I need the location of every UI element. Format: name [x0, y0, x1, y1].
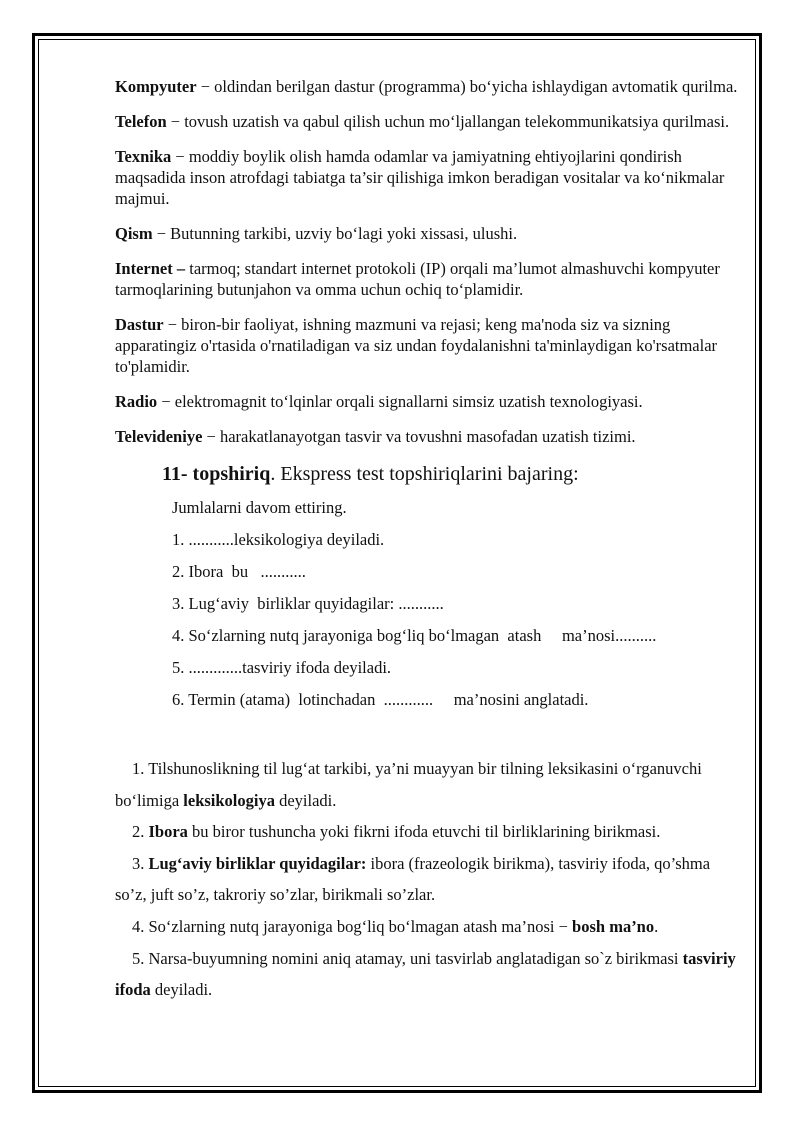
- definition-separator: −: [166, 112, 185, 131]
- definition-item: [115, 258, 745, 300]
- answer-item: [115, 943, 745, 1006]
- answer-keyword: leksikologiya: [183, 790, 275, 810]
- definition-term: Qism: [115, 224, 153, 243]
- answer-keyword: Lug‘aviy birliklar quyidagilar:: [148, 853, 367, 873]
- question-item: 2. Ibora bu ...........: [172, 562, 306, 581]
- answer-item: [115, 816, 745, 848]
- definition-term: Texnika: [115, 147, 172, 166]
- answer-text: 1. Tilshunoslikning til lug‘at tarkibi, ya’ni muayyan bir tilning leksikasini o‘rganuvchi bo‘limiga: [115, 759, 702, 810]
- question-item: 6. Termin (atama) lotinchadan ............ ma’nosini anglatadi.: [172, 690, 589, 709]
- question-item: 3. Lug‘aviy birliklar quyidagilar: ...........: [172, 594, 444, 613]
- definition-item: [115, 111, 745, 132]
- definition-term: Internet –: [115, 259, 186, 278]
- answer-text-end: deyiladi.: [150, 980, 213, 1000]
- document-body: [115, 76, 745, 1006]
- definition-separator: −: [157, 392, 175, 411]
- definition-text: Butunning tarkibi, uzviy bo‘lagi yoki xissasi, ulushi.: [170, 224, 518, 243]
- answer-keyword: tasviriy ifoda: [115, 948, 736, 1000]
- answer-text-end: .: [654, 916, 659, 936]
- definitions-list: [115, 76, 745, 447]
- definition-text: harakatlanayotgan tasvir va tovushni masofadan uzatish tizimi.: [219, 427, 636, 446]
- answer-item: [115, 753, 745, 816]
- answer-text: 4. So‘zlarning nutq jarayoniga bog‘liq bo‘lmagan atash ma’nosi −: [132, 916, 573, 936]
- definition-item: [115, 76, 745, 97]
- task-heading: [162, 461, 745, 487]
- definition-item: [115, 314, 745, 377]
- answer-text: 3.: [132, 853, 149, 873]
- question-list: [115, 527, 745, 713]
- task-title: . Ekspress test topshiriqlarini bajaring:: [270, 463, 579, 485]
- answer-item: [115, 911, 745, 943]
- definition-text: tovush uzatish va qabul qilish uchun mo‘ljallangan telekommunikatsiya qurilmasi.: [184, 112, 730, 131]
- answer-text-end: ibora (frazeologik birikma), tasviriy ifoda, qo’shma so’z, juft so’z, takroriy so’zlar, birikmali so’zlar.: [115, 853, 711, 905]
- task-instruction: Jumlalarni davom ettiring.: [172, 498, 347, 517]
- definition-item: [115, 426, 745, 447]
- definition-separator: −: [171, 147, 189, 166]
- definition-text: biron-bir faoliyat, ishning mazmuni va rejasi; keng ma'noda siz va sizning apparatingiz o'rtasida o'rnatiladigan va siz undan foydalanishni ta'minlaydigan ko'rsatmalar to'plamidir.: [115, 315, 718, 376]
- answer-text: 5. Narsa-buyumning nomini aniq atamay, uni tasvirlab anglatadigan so`z birikmasi: [132, 948, 683, 968]
- definition-text: moddiy boylik olish hamda odamlar va jamiyatning ehtiyojlarini qondirish maqsadida inson atrofdagi tabiatga ta’sir qilishiga imkon beradigan vositalar va ko‘nikmalar majmui.: [115, 147, 725, 208]
- definition-term: Dastur: [115, 315, 164, 334]
- definition-separator: −: [196, 77, 215, 96]
- answer-text-end: bu biror tushuncha yoki fikrni ifoda etuvchi til birliklarining birikmasi.: [187, 822, 661, 842]
- definition-text: elektromagnit to‘lqinlar orqali signallarni simsiz uzatish texnologiyasi.: [174, 392, 643, 411]
- definition-item: [115, 391, 745, 412]
- definition-term: Televideniye: [115, 427, 203, 446]
- definition-item: [115, 223, 745, 244]
- answer-text: 2.: [132, 822, 149, 842]
- answer-keyword: Ibora: [148, 822, 188, 842]
- question-item: 4. So‘zlarning nutq jarayoniga bog‘liq bo‘lmagan atash ma’nosi..........: [172, 626, 657, 645]
- answers-list: [115, 753, 745, 1006]
- definition-separator: −: [163, 315, 182, 334]
- definition-text: tarmoq; standart internet protokoli (IP) orqali ma’lumot almashuvchi kompyuter tarmoqlarining butunjahon va omma uchun ochiq to‘plamidir.: [115, 259, 720, 299]
- definition-separator: −: [152, 224, 171, 243]
- answer-keyword: bosh ma’no: [572, 916, 655, 936]
- definition-separator: −: [202, 427, 220, 446]
- answer-item: [115, 848, 745, 911]
- definition-term: Radio: [115, 392, 158, 411]
- definition-term: Kompyuter: [115, 77, 197, 96]
- answer-text-end: deyiladi.: [274, 790, 337, 810]
- definition-term: Telefon: [115, 112, 167, 131]
- definition-item: [115, 146, 745, 209]
- question-item: 1. ...........leksikologiya deyiladi.: [172, 530, 385, 549]
- question-item: 5. .............tasviriy ifoda deyiladi.: [172, 658, 392, 677]
- task-number: 11- topshiriq: [162, 463, 271, 485]
- definition-text: oldindan berilgan dastur (programma) bo‘yicha ishlaydigan avtomatik qurilma.: [214, 77, 738, 96]
